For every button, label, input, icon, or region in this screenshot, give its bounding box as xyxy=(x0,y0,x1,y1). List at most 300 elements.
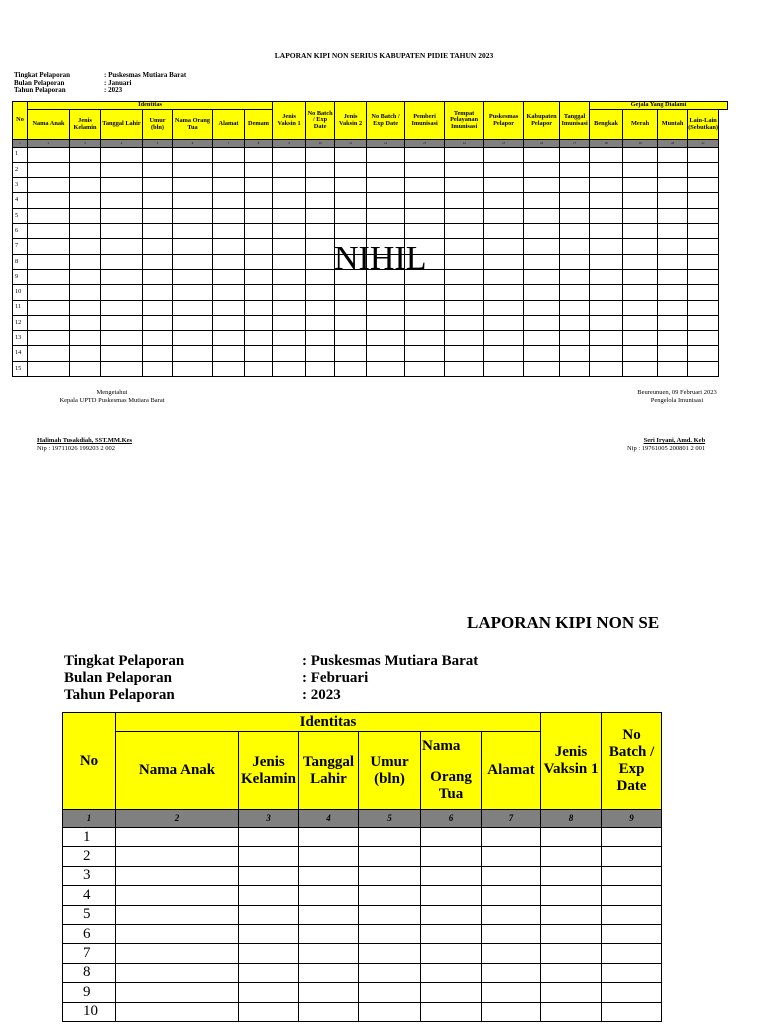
table-cell xyxy=(239,924,299,943)
table-cell xyxy=(359,828,421,847)
table-cell xyxy=(623,361,658,376)
column-number: 9 xyxy=(273,140,306,148)
col-header-no-batch-1: No Batch / Exp Date xyxy=(306,102,335,140)
column-number: 5 xyxy=(359,810,421,828)
table-row xyxy=(63,924,662,943)
table-cell xyxy=(560,361,590,376)
column-number: 21 xyxy=(688,140,719,148)
table-cell xyxy=(445,331,484,346)
table-cell xyxy=(335,315,367,330)
table-cell xyxy=(421,924,482,943)
table-cell xyxy=(245,346,273,361)
column-number: 8 xyxy=(245,140,273,148)
table-cell xyxy=(143,147,173,162)
table-cell xyxy=(590,285,623,300)
table-cell xyxy=(688,269,719,284)
table-cell xyxy=(306,315,335,330)
table-cell xyxy=(623,315,658,330)
col-header-nama-anak: Nama Anak xyxy=(116,732,239,810)
table-row xyxy=(63,905,662,924)
table-cell xyxy=(590,193,623,208)
table-cell xyxy=(28,285,70,300)
table-cell xyxy=(445,315,484,330)
row-number: 2 xyxy=(13,162,28,177)
table-cell xyxy=(367,285,405,300)
table-cell xyxy=(359,944,421,963)
row-number: 10 xyxy=(13,285,28,300)
table-cell xyxy=(524,300,560,315)
table-cell xyxy=(239,963,299,982)
table-cell xyxy=(273,193,306,208)
table-cell xyxy=(239,886,299,905)
table-cell xyxy=(560,346,590,361)
table-cell xyxy=(482,983,541,1002)
table-cell xyxy=(335,193,367,208)
col-header-tempat: Tempat Pelayanan Imunisasi xyxy=(445,102,484,140)
table-cell xyxy=(560,331,590,346)
table-cell xyxy=(524,239,560,254)
column-number: 10 xyxy=(306,140,335,148)
table-cell xyxy=(541,886,602,905)
col-header-kabupaten: Kabupaten Pelapor xyxy=(524,102,560,140)
table-cell xyxy=(484,239,524,254)
table-cell xyxy=(245,147,273,162)
column-number: 7 xyxy=(482,810,541,828)
table-cell xyxy=(239,944,299,963)
table-cell xyxy=(359,866,421,885)
table-row xyxy=(13,147,728,162)
table-cell xyxy=(335,285,367,300)
table-row xyxy=(13,224,728,239)
table-cell xyxy=(116,1002,239,1021)
table-cell xyxy=(602,905,662,924)
signature-line: Kepala UPTD Puskesmas Mutiara Barat xyxy=(59,397,165,404)
col-header-muntah: Muntah xyxy=(658,110,688,140)
row-number: 1 xyxy=(63,828,116,847)
table-cell xyxy=(273,269,306,284)
table-cell xyxy=(524,147,560,162)
table-cell xyxy=(306,285,335,300)
meta-value: : Januari xyxy=(104,78,132,87)
table-cell xyxy=(367,147,405,162)
col-header-bengkak: Bengkak xyxy=(590,110,623,140)
signatory-name: Halimah Tusakdiah, SST.MM.Kes xyxy=(37,437,133,444)
table-cell xyxy=(658,193,688,208)
table-cell xyxy=(541,847,602,866)
table-cell xyxy=(524,162,560,177)
signatory-nip: Nip : 19711026 199203 2 002 xyxy=(37,445,115,452)
table-cell xyxy=(273,346,306,361)
table-cell xyxy=(28,224,70,239)
table-cell xyxy=(306,178,335,193)
table-cell xyxy=(245,224,273,239)
signatory-name: Seri Iryani, Amd. Keb xyxy=(643,437,706,444)
table-cell xyxy=(116,983,239,1002)
meta-value: : Februari xyxy=(302,670,369,686)
table-cell xyxy=(359,886,421,905)
table-cell xyxy=(658,361,688,376)
table-cell xyxy=(590,331,623,346)
column-number: 8 xyxy=(541,810,602,828)
table-cell xyxy=(560,315,590,330)
table-cell xyxy=(367,193,405,208)
table-cell xyxy=(70,361,101,376)
table-cell xyxy=(688,193,719,208)
meta-label: Tingkat Pelaporan xyxy=(14,71,71,79)
table-cell xyxy=(28,331,70,346)
table-cell xyxy=(482,828,541,847)
table-cell xyxy=(688,239,719,254)
table-cell xyxy=(623,331,658,346)
table-row xyxy=(13,162,728,177)
table-cell xyxy=(405,147,445,162)
table-cell xyxy=(623,193,658,208)
table-cell xyxy=(405,193,445,208)
row-number: 4 xyxy=(13,193,28,208)
col-header-nama-ortu: Nama Orang Tua xyxy=(173,110,213,140)
table-cell xyxy=(541,828,602,847)
col-header-no-batch-2: No Batch / Exp Date xyxy=(367,102,405,140)
col-header-lain: Lain-Lain (Sebutkan) xyxy=(688,110,719,140)
table-cell xyxy=(602,963,662,982)
table-cell xyxy=(560,147,590,162)
table-cell xyxy=(299,944,359,963)
column-number: 4 xyxy=(299,810,359,828)
table-cell xyxy=(405,361,445,376)
table-cell xyxy=(116,905,239,924)
table-cell xyxy=(421,944,482,963)
table-cell xyxy=(367,208,405,223)
table-cell xyxy=(590,208,623,223)
table-cell xyxy=(28,162,70,177)
table-cell xyxy=(560,208,590,223)
table-cell xyxy=(484,315,524,330)
table-cell xyxy=(173,285,213,300)
table-cell xyxy=(213,162,245,177)
table-cell xyxy=(658,147,688,162)
table-cell xyxy=(299,905,359,924)
table-cell xyxy=(484,178,524,193)
table-cell xyxy=(688,331,719,346)
report-page-february xyxy=(0,600,768,1024)
table-cell xyxy=(101,147,143,162)
table-cell xyxy=(405,285,445,300)
meta-row xyxy=(14,87,186,95)
table-cell xyxy=(173,315,213,330)
column-number: 12 xyxy=(367,140,405,148)
table-cell xyxy=(359,983,421,1002)
meta-label: Bulan Pelaporan xyxy=(64,670,172,686)
report-title: LAPORAN KIPI NON SE xyxy=(467,613,660,632)
table-cell xyxy=(359,1002,421,1021)
table-cell xyxy=(173,300,213,315)
row-number: 7 xyxy=(13,239,28,254)
table-cell xyxy=(445,208,484,223)
table-cell xyxy=(688,224,719,239)
row-number: 15 xyxy=(13,361,28,376)
table-cell xyxy=(524,193,560,208)
table-cell xyxy=(688,285,719,300)
table-cell xyxy=(445,147,484,162)
meta-label: Tahun Pelaporan xyxy=(64,687,175,703)
table-cell xyxy=(590,300,623,315)
table-cell xyxy=(28,269,70,284)
table-cell xyxy=(602,1002,662,1021)
group-header-identitas: Identitas xyxy=(116,713,541,732)
table-row xyxy=(63,983,662,1002)
table-cell xyxy=(623,208,658,223)
table-cell xyxy=(273,315,306,330)
table-cell xyxy=(143,315,173,330)
column-number: 9 xyxy=(602,810,662,828)
table-cell xyxy=(445,193,484,208)
table-cell xyxy=(482,944,541,963)
signature-line: Mengetahui xyxy=(96,389,128,396)
table-cell xyxy=(524,208,560,223)
column-number: 16 xyxy=(524,140,560,148)
kipi-table-february xyxy=(62,712,662,1022)
col-header-nama-anak: Nama Anak xyxy=(28,110,70,140)
table-cell xyxy=(70,208,101,223)
table-cell xyxy=(658,285,688,300)
table-cell xyxy=(143,331,173,346)
row-number: 12 xyxy=(13,315,28,330)
col-header-jenis-vaksin-1: Jenis Vaksin 1 xyxy=(541,713,602,810)
table-cell xyxy=(560,285,590,300)
table-cell xyxy=(173,147,213,162)
row-number: 1 xyxy=(13,147,28,162)
table-cell xyxy=(70,239,101,254)
col-header-no: No xyxy=(63,713,116,810)
column-number: 18 xyxy=(590,140,623,148)
col-header-no-batch-1: No Batch / Exp Date xyxy=(602,713,662,810)
group-header-gejala: Gejala Yang Dialami xyxy=(590,102,728,110)
row-number: 3 xyxy=(63,866,116,885)
table-cell xyxy=(213,208,245,223)
table-cell xyxy=(70,331,101,346)
table-cell xyxy=(405,315,445,330)
table-cell xyxy=(445,361,484,376)
signature-line: Beureunuen, 09 Februari 2023 xyxy=(637,389,717,396)
table-cell xyxy=(560,300,590,315)
table-cell xyxy=(688,147,719,162)
table-cell xyxy=(445,285,484,300)
table-cell xyxy=(484,208,524,223)
table-cell xyxy=(335,208,367,223)
table-cell xyxy=(560,178,590,193)
table-cell xyxy=(306,147,335,162)
table-cell xyxy=(541,866,602,885)
table-cell xyxy=(359,847,421,866)
table-cell xyxy=(213,193,245,208)
col-header-alamat: Alamat xyxy=(482,732,541,810)
table-cell xyxy=(367,346,405,361)
table-row xyxy=(13,208,728,223)
table-cell xyxy=(101,239,143,254)
table-cell xyxy=(173,162,213,177)
column-number: 1 xyxy=(63,810,116,828)
table-cell xyxy=(70,315,101,330)
table-cell xyxy=(421,886,482,905)
table-cell xyxy=(658,178,688,193)
table-cell xyxy=(213,285,245,300)
table-cell xyxy=(688,346,719,361)
table-cell xyxy=(482,963,541,982)
table-cell xyxy=(367,300,405,315)
table-cell xyxy=(421,983,482,1002)
table-row xyxy=(13,361,728,376)
table-cell xyxy=(213,361,245,376)
column-number-row xyxy=(63,810,662,828)
row-number: 4 xyxy=(63,886,116,905)
row-number: 3 xyxy=(13,178,28,193)
table-cell xyxy=(306,361,335,376)
table-cell xyxy=(116,886,239,905)
table-cell xyxy=(335,346,367,361)
row-number: 5 xyxy=(63,905,116,924)
table-cell xyxy=(590,315,623,330)
table-cell xyxy=(688,315,719,330)
column-number: 3 xyxy=(70,140,101,148)
table-cell xyxy=(213,346,245,361)
table-cell xyxy=(335,300,367,315)
group-header-identitas: Identitas xyxy=(28,102,273,110)
column-number: 7 xyxy=(213,140,245,148)
table-cell xyxy=(658,346,688,361)
table-cell xyxy=(28,300,70,315)
signature-line: Pengelola Imunisasi xyxy=(650,397,704,404)
meta-label: Bulan Pelaporan xyxy=(14,78,65,87)
table-cell xyxy=(245,331,273,346)
table-cell xyxy=(273,224,306,239)
table-row xyxy=(13,193,728,208)
signature-right xyxy=(616,389,738,405)
table-cell xyxy=(213,147,245,162)
table-cell xyxy=(101,300,143,315)
table-cell xyxy=(658,315,688,330)
table-cell xyxy=(173,269,213,284)
table-row xyxy=(63,963,662,982)
table-cell xyxy=(484,331,524,346)
table-cell xyxy=(484,193,524,208)
table-cell xyxy=(273,178,306,193)
table-cell xyxy=(688,178,719,193)
table-cell xyxy=(28,178,70,193)
nama-ortu-bottom: Orang Tua xyxy=(430,769,472,802)
column-number: 19 xyxy=(623,140,658,148)
table-cell xyxy=(590,162,623,177)
row-number: 9 xyxy=(13,269,28,284)
table-cell xyxy=(421,866,482,885)
table-cell xyxy=(405,300,445,315)
report-page-january xyxy=(0,0,768,470)
table-cell xyxy=(623,346,658,361)
column-number: 1 xyxy=(13,140,28,148)
table-cell xyxy=(245,361,273,376)
table-cell xyxy=(658,254,688,269)
table-cell xyxy=(623,239,658,254)
table-cell xyxy=(173,239,213,254)
table-cell xyxy=(421,1002,482,1021)
table-cell xyxy=(143,178,173,193)
table-cell xyxy=(143,285,173,300)
table-cell xyxy=(688,208,719,223)
table-cell xyxy=(70,254,101,269)
table-cell xyxy=(602,866,662,885)
meta-row xyxy=(64,670,478,687)
table-cell xyxy=(590,224,623,239)
table-cell xyxy=(602,886,662,905)
table-cell xyxy=(245,208,273,223)
table-cell xyxy=(306,254,335,269)
table-cell xyxy=(484,162,524,177)
table-cell xyxy=(245,285,273,300)
table-cell xyxy=(143,208,173,223)
table-cell xyxy=(299,983,359,1002)
column-number: 20 xyxy=(658,140,688,148)
table-cell xyxy=(484,254,524,269)
table-cell xyxy=(143,239,173,254)
table-cell xyxy=(28,208,70,223)
table-cell xyxy=(245,300,273,315)
table-cell xyxy=(590,361,623,376)
row-number: 7 xyxy=(63,944,116,963)
table-cell xyxy=(273,239,306,254)
table-cell xyxy=(245,162,273,177)
table-cell xyxy=(143,224,173,239)
table-cell xyxy=(143,300,173,315)
table-cell xyxy=(405,224,445,239)
table-cell xyxy=(239,983,299,1002)
table-cell xyxy=(482,886,541,905)
table-cell xyxy=(239,905,299,924)
table-cell xyxy=(445,224,484,239)
table-cell xyxy=(28,239,70,254)
table-cell xyxy=(484,361,524,376)
table-cell xyxy=(299,1002,359,1021)
table-cell xyxy=(602,847,662,866)
nihil-stamp: NIHIL xyxy=(334,240,427,277)
table-cell xyxy=(213,315,245,330)
table-cell xyxy=(28,254,70,269)
table-cell xyxy=(482,905,541,924)
table-cell xyxy=(623,162,658,177)
table-cell xyxy=(306,239,335,254)
table-cell xyxy=(101,254,143,269)
table-cell xyxy=(101,269,143,284)
table-cell xyxy=(143,361,173,376)
table-row xyxy=(13,178,728,193)
table-cell xyxy=(623,178,658,193)
table-cell xyxy=(173,193,213,208)
table-cell xyxy=(28,193,70,208)
column-number: 2 xyxy=(116,810,239,828)
table-cell xyxy=(421,963,482,982)
table-cell xyxy=(524,331,560,346)
table-cell xyxy=(541,905,602,924)
col-header-pemberi: Pemberi Imunisasi xyxy=(405,102,445,140)
table-cell xyxy=(116,866,239,885)
table-cell xyxy=(213,254,245,269)
table-cell xyxy=(688,162,719,177)
meta-value: : 2023 xyxy=(302,687,341,703)
table-cell xyxy=(405,178,445,193)
table-cell xyxy=(273,208,306,223)
table-cell xyxy=(70,300,101,315)
table-cell xyxy=(70,178,101,193)
table-cell xyxy=(484,147,524,162)
table-cell xyxy=(445,239,484,254)
